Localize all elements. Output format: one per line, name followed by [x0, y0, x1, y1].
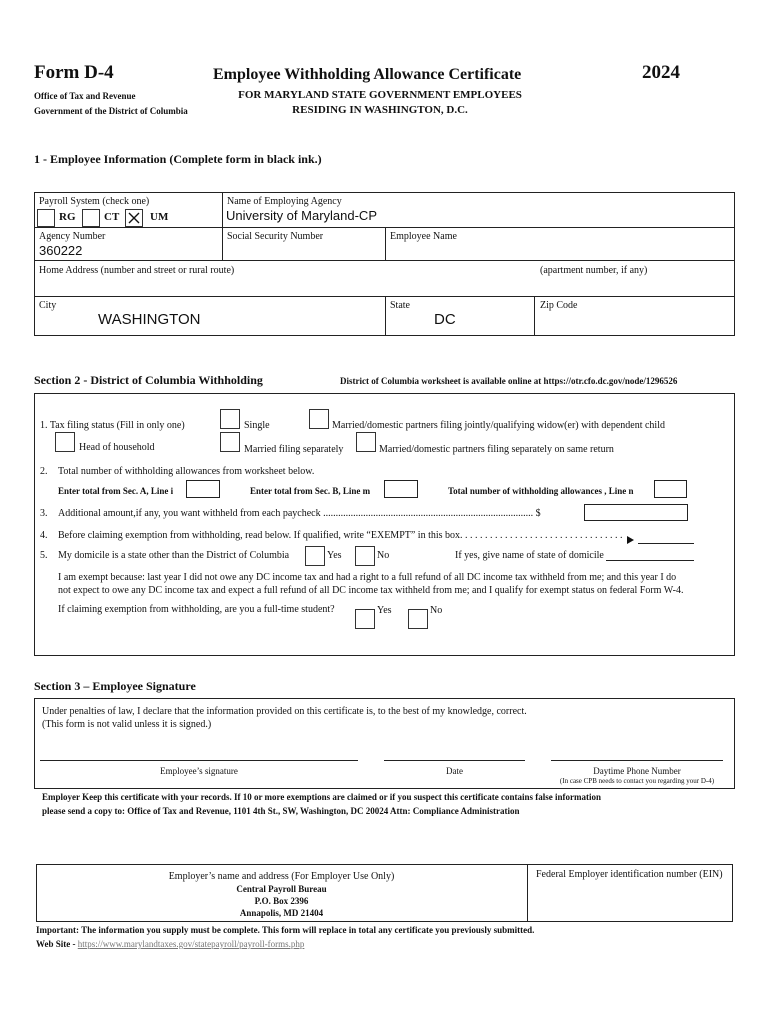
payroll-ct-checkbox[interactable]	[82, 209, 100, 227]
exempt-text-1: I am exempt because: last year I did not owe any DC income tax and had a right to a full refund of all DC income tax withheld from me; and this year I do	[58, 572, 677, 583]
q5-number: 5.	[40, 550, 48, 561]
payroll-um-checkbox[interactable]	[125, 209, 143, 227]
valid-text: (This form is not valid unless it is signed.)	[42, 719, 212, 730]
payroll-rg-checkbox[interactable]	[37, 209, 55, 227]
date-input[interactable]	[384, 760, 525, 761]
subtitle-line-2: RESIDING IN WASHINGTON, D.C.	[292, 104, 468, 116]
employer-keep-line-2: please send a copy to: Office of Tax and Revenue, 1101 4th St., SW, Washington, DC 20024 Attn: Compliance Administration	[42, 806, 520, 816]
status-mfs-checkbox[interactable]	[220, 432, 240, 452]
triangle-right-icon	[626, 535, 636, 545]
q5-no-checkbox[interactable]	[355, 546, 375, 566]
city-value[interactable]: WASHINGTON	[98, 311, 201, 328]
q4-exempt-input[interactable]	[638, 543, 694, 544]
q3-label: Additional amount,if any, you want withheld from each paycheck .................................................................................... $	[58, 508, 541, 519]
employing-agency-label: Name of Employing Agency	[227, 196, 342, 207]
student-no-label: No	[430, 605, 443, 616]
status-mfs-same-label: Married/domestic partners filing separately on same return	[379, 444, 614, 455]
employer-address-3: Annapolis, MD 21404	[239, 908, 324, 918]
worksheet-note: District of Columbia worksheet is available online at https://otr.cfo.dc.gov/node/1296526	[340, 376, 678, 386]
status-hoh-label: Head of household	[79, 442, 155, 453]
form-title: Form D-4	[34, 62, 114, 83]
phone-note: (In case CPB needs to contact you regarding your D-4)	[559, 777, 715, 785]
home-address-label: Home Address (number and street or rural route)	[39, 265, 235, 276]
status-hoh-checkbox[interactable]	[55, 432, 75, 452]
ein-label: Federal Employer identification number (EIN)	[536, 869, 723, 880]
student-yes-checkbox[interactable]	[355, 609, 375, 629]
status-mfj-checkbox[interactable]	[309, 409, 329, 429]
q2-sec-b-input[interactable]	[384, 480, 418, 498]
exempt-text-2: not expect to owe any DC income tax and expect a full refund of all DC income tax withheld from me; and I qualify for exempt status on federal Form W-4.	[58, 585, 684, 596]
withholding-box	[34, 393, 735, 656]
employee-name-label: Employee Name	[390, 231, 457, 242]
agency-line-1: Office of Tax and Revenue	[34, 91, 136, 101]
payroll-rg-label: RG	[59, 211, 76, 223]
q2-sec-a-label: Enter total from Sec. A, Line i	[58, 486, 174, 496]
form-year: 2024	[642, 62, 680, 83]
student-no-checkbox[interactable]	[408, 609, 428, 629]
status-mfj-label: Married/domestic partners filing jointly/qualifying widow(er) with dependent child	[332, 420, 665, 431]
q3-additional-amount-input[interactable]	[584, 504, 688, 521]
employer-address-2: P.O. Box 2396	[254, 896, 309, 906]
q3-number: 3.	[40, 508, 48, 519]
main-title: Employee Withholding Allowance Certificate	[213, 66, 522, 83]
signature-input[interactable]	[40, 760, 358, 761]
q5-yes-label: Yes	[327, 550, 342, 561]
q5-state-label: If yes, give name of state of domicile	[455, 550, 604, 561]
state-value[interactable]: DC	[434, 311, 456, 328]
q2-total-input[interactable]	[654, 480, 687, 498]
section2-heading: Section 2 - District of Columbia Withholding	[34, 373, 263, 387]
filing-status-label: 1. Tax filing status (Fill in only one)	[40, 420, 185, 431]
q5-no-label: No	[377, 550, 390, 561]
q2-sec-a-input[interactable]	[186, 480, 220, 498]
agency-number-label: Agency Number	[39, 231, 106, 242]
phone-label: Daytime Phone Number	[593, 766, 681, 776]
q5-yes-checkbox[interactable]	[305, 546, 325, 566]
ssn-label: Social Security Number	[227, 231, 324, 242]
employer-address-1: Central Payroll Bureau	[236, 884, 327, 894]
signature-label: Employee’s signature	[160, 766, 238, 776]
payroll-um-label: UM	[150, 211, 169, 223]
city-label: City	[39, 300, 57, 311]
q5-state-input[interactable]	[606, 560, 694, 561]
subtitle-line-1: FOR MARYLAND STATE GOVERNMENT EMPLOYEES	[238, 89, 522, 101]
website-link[interactable]: https://www.marylandtaxes.gov/statepayroll/payroll-forms.php	[77, 939, 305, 949]
status-single-label: Single	[244, 420, 270, 431]
agency-line-2: Government of the District of Columbia	[34, 106, 188, 116]
apartment-label: (apartment number, if any)	[540, 265, 648, 276]
q2-number: 2.	[40, 466, 48, 477]
student-yes-label: Yes	[377, 605, 392, 616]
q4-number: 4.	[40, 530, 48, 541]
agency-number-value[interactable]: 360222	[39, 243, 83, 258]
website-label: Web Site -	[36, 939, 76, 949]
website-line	[36, 939, 304, 949]
employing-agency-value[interactable]: University of Maryland-CP	[226, 208, 377, 223]
q2-sec-b-label: Enter total from Sec. B, Line m	[250, 486, 371, 496]
q4-label: Before claiming exemption from withholding, read below. If qualified, write “EXEMPT” in this box. . . . . . . . . . . . . . . . . . . . . . . . . . . . . . . . .	[58, 530, 623, 541]
status-single-checkbox[interactable]	[220, 409, 240, 429]
check-x-icon	[126, 210, 142, 226]
phone-input[interactable]	[551, 760, 723, 761]
q2-total-label: Total number of withholding allowances , Line n	[448, 486, 634, 496]
section3-heading: Section 3 – Employee Signature	[34, 679, 196, 693]
state-label: State	[390, 300, 410, 311]
status-mfs-same-checkbox[interactable]	[356, 432, 376, 452]
section1-heading: 1 - Employee Information (Complete form in black ink.)	[34, 152, 322, 166]
student-question: If claiming exemption from withholding, are you a full-time student?	[58, 604, 335, 615]
payroll-ct-label: CT	[104, 211, 120, 223]
penalty-text: Under penalties of law, I declare that the information provided on this certificate is, to the best of my knowledge, correct.	[42, 706, 527, 717]
payroll-system-label: Payroll System (check one)	[39, 196, 150, 207]
date-label: Date	[446, 766, 463, 776]
status-mfs-label: Married filing separately	[244, 444, 344, 455]
q2-label: Total number of withholding allowances from worksheet below.	[58, 466, 315, 477]
q5-label: My domicile is a state other than the District of Columbia	[58, 550, 290, 561]
employer-address-label: Employer’s name and address (For Employer Use Only)	[168, 871, 395, 882]
zip-label: Zip Code	[540, 300, 578, 311]
employer-keep-line-1: Employer Keep this certificate with your records. If 10 or more exemptions are claimed or if you suspect this certificate contains false information	[42, 792, 601, 802]
important-note: Important: The information you supply must be complete. This form will replace in total any certificate you previously submitted.	[36, 925, 535, 935]
